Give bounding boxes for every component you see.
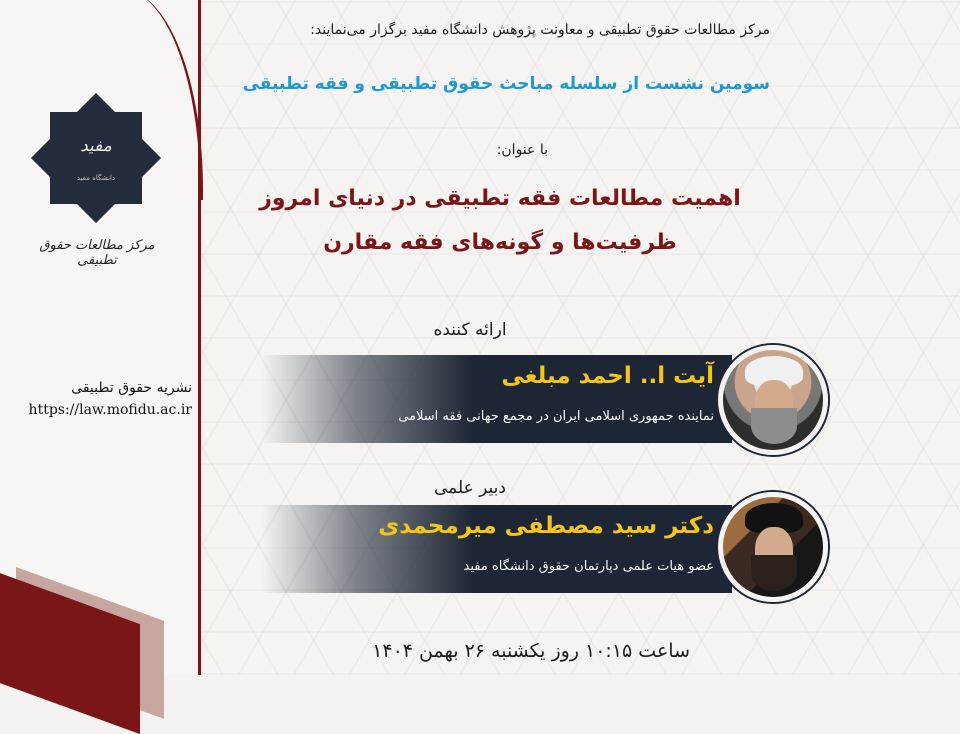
presenter-band [262,355,732,443]
journal-name: نشریه حقوق تطبیقی [71,380,192,396]
presenter-role: ارائه کننده [433,320,507,340]
logo-text: مفید [80,136,112,156]
journal-url[interactable]: https://law.mofidu.ac.ir [28,402,192,418]
presenter-name: آیت ا.. احمد مبلغی [501,363,714,389]
university-logo [36,98,156,218]
with-title-label: با عنوان: [496,142,548,158]
secretary-photo [718,492,828,602]
secretary-name: دکتر سید مصطفی میرمحمدی [378,513,714,539]
presenter-photo [718,345,828,455]
main-title-line1: اهمیت مطالعات فقه تطبیقی در دنیای امروز [259,186,741,211]
intro-text: مرکز مطالعات حقوق تطبیقی و معاونت پژوهش دانشگاه مفید برگزار می‌نمایند: [310,22,770,38]
secretary-description: عضو هیات علمی دپارتمان حقوق دانشگاه مفید [463,559,714,574]
series-title: سومین نشست از سلسله مباحث حقوق تطبیقی و فقه تطبیقی [242,74,770,94]
presenter-description: نماینده جمهوری اسلامی ایران در مجمع جهانی فقه اسلامی [398,409,714,424]
secretary-band [262,505,732,593]
event-datetime: ساعت ۱۰:۱۵ روز یکشنبه ۲۶ بهمن ۱۴۰۴ [372,640,690,662]
center-name: مرکز مطالعات حقوق تطبیقی [39,238,155,268]
secretary-role: دبیر علمی [434,478,506,498]
main-title-line2: ظرفیت‌ها و گونه‌های فقه مقارن [323,230,677,255]
logo-subtext: دانشگاه مفید [76,174,116,182]
